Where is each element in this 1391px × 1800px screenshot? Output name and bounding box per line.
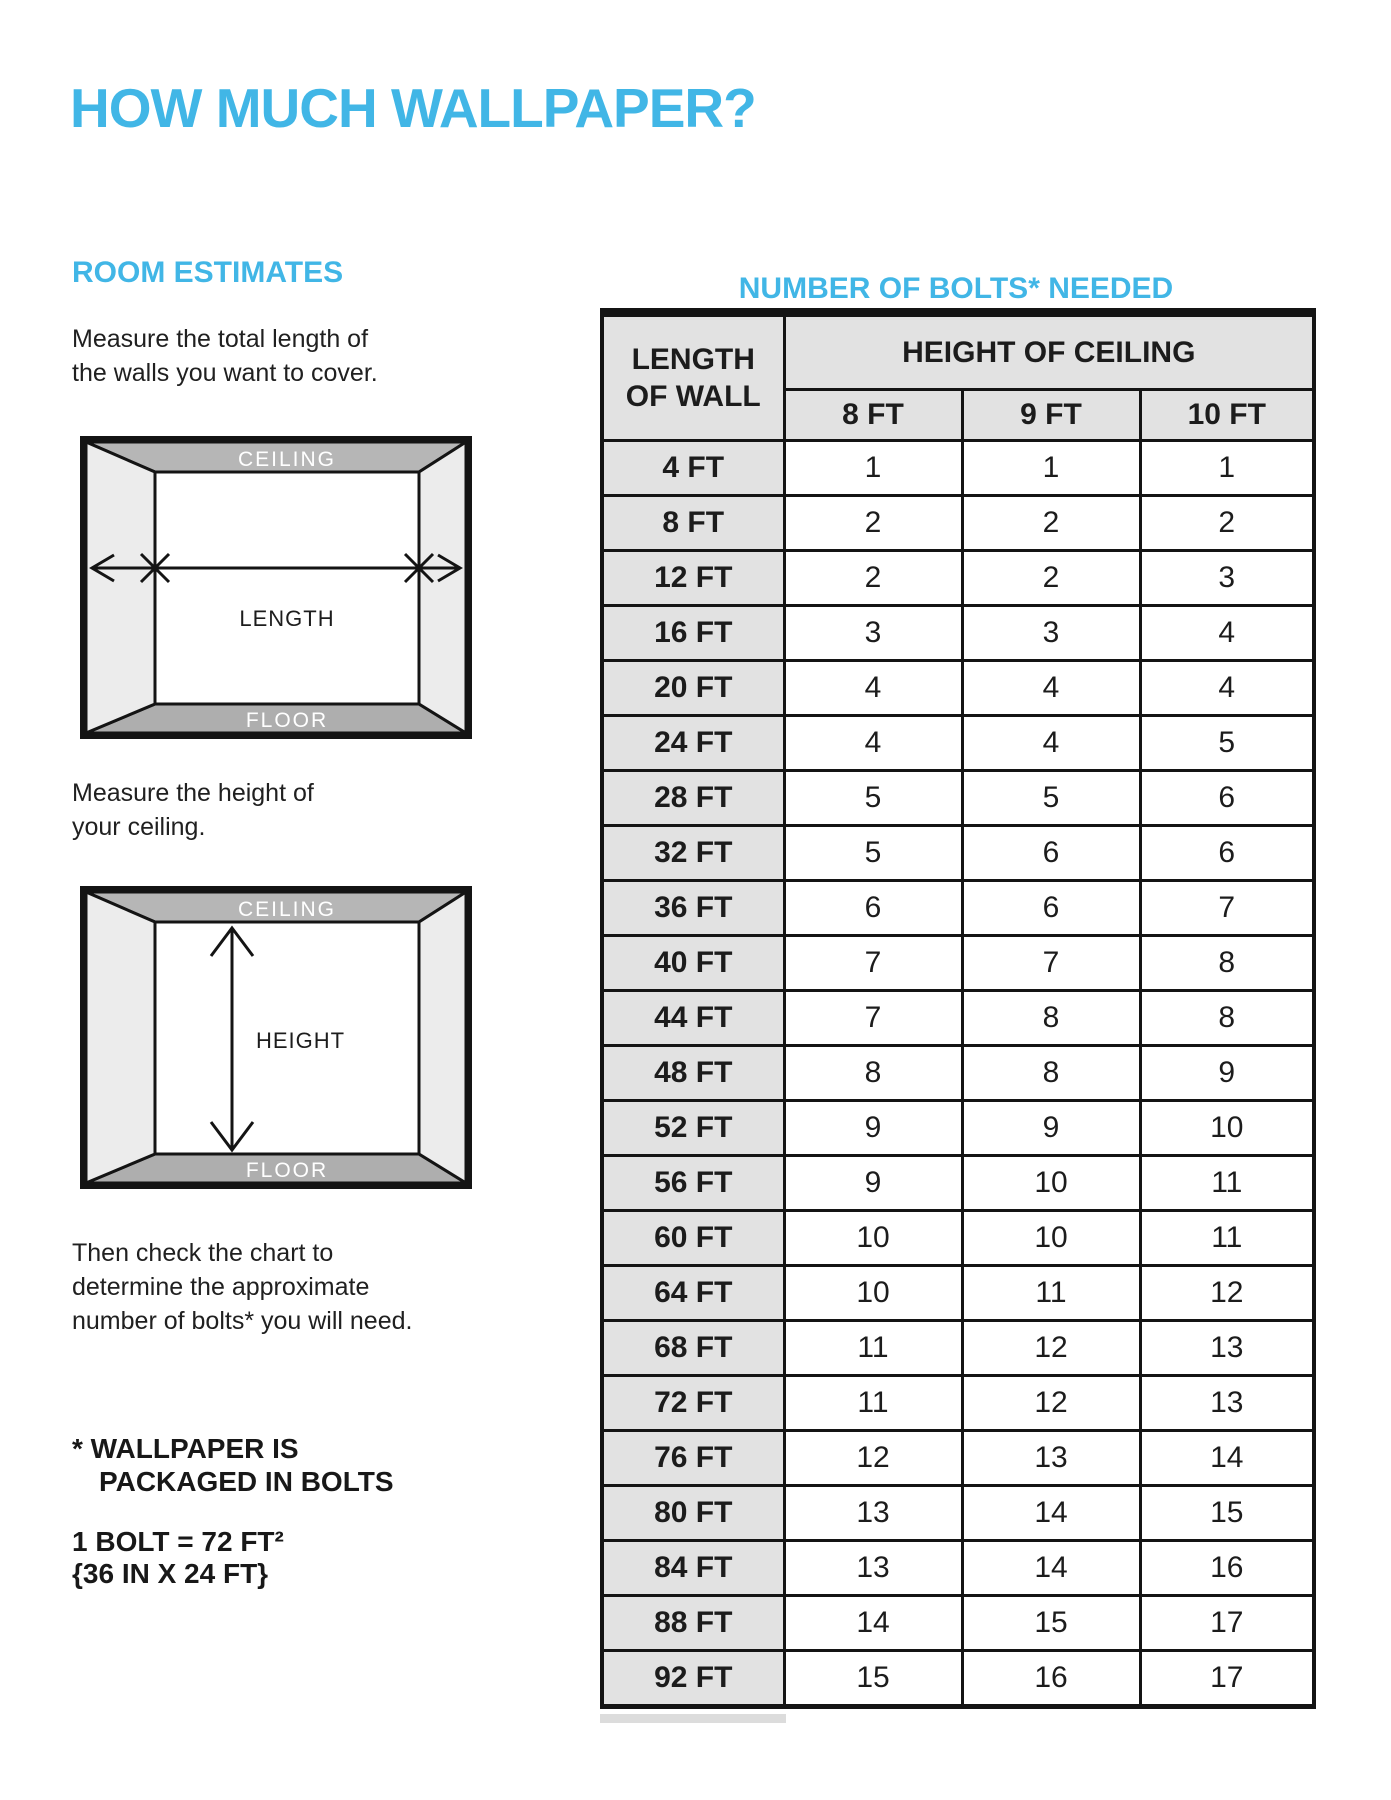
wall-length-cell: 56 FT bbox=[602, 1156, 784, 1211]
bolt-count-cell: 13 bbox=[1140, 1321, 1314, 1376]
bolt-count-cell: 17 bbox=[1140, 1596, 1314, 1651]
bolt-count-cell: 10 bbox=[784, 1211, 962, 1266]
bolt-count-cell: 11 bbox=[962, 1266, 1140, 1321]
bolts-footnote bbox=[72, 1432, 394, 1498]
table-row bbox=[602, 826, 1314, 881]
bolt-count-cell: 15 bbox=[784, 1651, 962, 1707]
wall-length-cell: 32 FT bbox=[602, 826, 784, 881]
table-row bbox=[602, 1156, 1314, 1211]
col-header-9ft: 9 FT bbox=[962, 390, 1140, 441]
bolt-count-cell: 13 bbox=[1140, 1376, 1314, 1431]
wall-length-cell: 36 FT bbox=[602, 881, 784, 936]
bolt-count-cell: 14 bbox=[962, 1541, 1140, 1596]
bolts-table-container bbox=[600, 308, 1316, 1709]
text-line: Measure the total length of bbox=[72, 325, 369, 353]
text-line: OF WALL bbox=[625, 380, 761, 413]
wall-length-cell: 40 FT bbox=[602, 936, 784, 991]
wall-length-cell: 68 FT bbox=[602, 1321, 784, 1376]
bolt-count-cell: 6 bbox=[1140, 826, 1314, 881]
table-row bbox=[602, 881, 1314, 936]
bolt-count-cell: 6 bbox=[784, 881, 962, 936]
bolt-count-cell: 1 bbox=[784, 441, 962, 496]
bolt-count-cell: 5 bbox=[784, 826, 962, 881]
bolt-count-cell: 15 bbox=[1140, 1486, 1314, 1541]
bolt-count-cell: 1 bbox=[1140, 441, 1314, 496]
bolt-count-cell: 17 bbox=[1140, 1651, 1314, 1707]
wall-length-cell: 12 FT bbox=[602, 551, 784, 606]
left-wall-panel bbox=[86, 442, 155, 733]
bolt-count-cell: 14 bbox=[784, 1596, 962, 1651]
wall-length-cell: 28 FT bbox=[602, 771, 784, 826]
table-row bbox=[602, 1211, 1314, 1266]
floor-label: FLOOR bbox=[245, 709, 329, 732]
text-line: LENGTH bbox=[631, 343, 755, 376]
measure-length-instruction bbox=[72, 322, 378, 390]
wall-length-cell: 44 FT bbox=[602, 991, 784, 1046]
table-row bbox=[602, 441, 1314, 496]
text-line: * WALLPAPER IS bbox=[72, 1433, 299, 1464]
bolt-count-cell: 12 bbox=[784, 1431, 962, 1486]
wall-length-cell: 80 FT bbox=[602, 1486, 784, 1541]
height-of-ceiling-header: HEIGHT OF CEILING bbox=[784, 313, 1314, 390]
text-line: the walls you want to cover. bbox=[72, 359, 378, 387]
bolt-count-cell: 4 bbox=[962, 661, 1140, 716]
text-line: Measure the height of bbox=[72, 779, 314, 807]
table-row bbox=[602, 771, 1314, 826]
length-label: LENGTH bbox=[239, 606, 335, 631]
bolt-count-cell: 2 bbox=[1140, 496, 1314, 551]
table-row bbox=[602, 496, 1314, 551]
bolts-needed-heading: NUMBER OF BOLTS* NEEDED bbox=[738, 272, 1174, 305]
bolt-count-cell: 13 bbox=[784, 1541, 962, 1596]
bolt-count-cell: 2 bbox=[962, 496, 1140, 551]
room-height-diagram bbox=[80, 886, 472, 1189]
table-row bbox=[602, 1266, 1314, 1321]
table-row bbox=[602, 716, 1314, 771]
bolt-count-cell: 4 bbox=[962, 716, 1140, 771]
bolt-count-cell: 10 bbox=[962, 1211, 1140, 1266]
table-row bbox=[602, 1486, 1314, 1541]
bolt-count-cell: 8 bbox=[962, 991, 1140, 1046]
bolt-count-cell: 5 bbox=[962, 771, 1140, 826]
bolt-count-cell: 11 bbox=[1140, 1156, 1314, 1211]
bolt-count-cell: 13 bbox=[784, 1486, 962, 1541]
bolt-count-cell: 10 bbox=[962, 1156, 1140, 1211]
table-row bbox=[602, 1376, 1314, 1431]
wall-length-cell: 76 FT bbox=[602, 1431, 784, 1486]
bolt-count-cell: 1 bbox=[962, 441, 1140, 496]
bolts-needed-table bbox=[600, 308, 1316, 1709]
bolt-count-cell: 6 bbox=[962, 881, 1140, 936]
bolt-count-cell: 8 bbox=[1140, 991, 1314, 1046]
table-row bbox=[602, 661, 1314, 716]
table-row bbox=[602, 1101, 1314, 1156]
bolt-count-cell: 2 bbox=[784, 551, 962, 606]
wall-length-cell: 48 FT bbox=[602, 1046, 784, 1101]
bolt-count-cell: 7 bbox=[784, 991, 962, 1046]
bolt-count-cell: 9 bbox=[784, 1101, 962, 1156]
bolt-count-cell: 6 bbox=[1140, 771, 1314, 826]
bolt-count-cell: 4 bbox=[1140, 661, 1314, 716]
table-header-row bbox=[602, 313, 1314, 390]
wall-length-cell: 92 FT bbox=[602, 1651, 784, 1707]
bolt-size-info bbox=[72, 1526, 284, 1590]
bolt-count-cell: 8 bbox=[784, 1046, 962, 1101]
col-header-10ft: 10 FT bbox=[1140, 390, 1314, 441]
height-label: HEIGHT bbox=[256, 1028, 346, 1053]
table-row bbox=[602, 606, 1314, 661]
table-row bbox=[602, 1046, 1314, 1101]
length-of-wall-header bbox=[602, 313, 784, 441]
bolt-count-cell: 2 bbox=[784, 496, 962, 551]
bolt-count-cell: 4 bbox=[784, 716, 962, 771]
bolt-count-cell: 3 bbox=[962, 606, 1140, 661]
text-line: 1 BOLT = 72 FT² bbox=[72, 1526, 284, 1557]
bolt-count-cell: 8 bbox=[1140, 936, 1314, 991]
table-row bbox=[602, 991, 1314, 1046]
bolt-count-cell: 11 bbox=[784, 1321, 962, 1376]
floor-label: FLOOR bbox=[245, 1159, 329, 1182]
text-line: {36 IN X 24 FT} bbox=[72, 1558, 269, 1589]
text-line: your ceiling. bbox=[72, 813, 206, 841]
bolt-count-cell: 12 bbox=[962, 1376, 1140, 1431]
wall-length-cell: 60 FT bbox=[602, 1211, 784, 1266]
table-shadow bbox=[600, 1714, 786, 1723]
back-wall-panel bbox=[155, 472, 419, 704]
text-line: Then check the chart to bbox=[72, 1239, 334, 1267]
bolt-count-cell: 6 bbox=[962, 826, 1140, 881]
bolt-count-cell: 5 bbox=[1140, 716, 1314, 771]
bolt-count-cell: 2 bbox=[962, 551, 1140, 606]
wall-length-cell: 64 FT bbox=[602, 1266, 784, 1321]
bolt-count-cell: 7 bbox=[962, 936, 1140, 991]
table-row bbox=[602, 1651, 1314, 1707]
bolt-count-cell: 9 bbox=[1140, 1046, 1314, 1101]
page-title: HOW MUCH WALLPAPER? bbox=[70, 77, 756, 139]
table-row bbox=[602, 551, 1314, 606]
bolt-count-cell: 3 bbox=[784, 606, 962, 661]
bolt-count-cell: 14 bbox=[1140, 1431, 1314, 1486]
bolt-count-cell: 12 bbox=[962, 1321, 1140, 1376]
room-length-diagram bbox=[80, 436, 472, 739]
bolt-count-cell: 9 bbox=[784, 1156, 962, 1211]
wall-length-cell: 84 FT bbox=[602, 1541, 784, 1596]
check-chart-instruction bbox=[72, 1236, 412, 1338]
table-row bbox=[602, 1541, 1314, 1596]
right-wall-panel bbox=[419, 892, 466, 1183]
bolt-count-cell: 5 bbox=[784, 771, 962, 826]
room-estimates-heading: ROOM ESTIMATES bbox=[72, 256, 344, 289]
wall-length-cell: 72 FT bbox=[602, 1376, 784, 1431]
room-walls bbox=[84, 440, 469, 736]
bolt-count-cell: 13 bbox=[962, 1431, 1140, 1486]
wall-length-cell: 52 FT bbox=[602, 1101, 784, 1156]
bolt-count-cell: 4 bbox=[1140, 606, 1314, 661]
text-line: number of bolts* you will need. bbox=[72, 1307, 413, 1335]
table-row bbox=[602, 936, 1314, 991]
table-row bbox=[602, 1321, 1314, 1376]
measure-height-instruction bbox=[72, 776, 314, 844]
ceiling-label: CEILING bbox=[237, 448, 337, 471]
bolt-count-cell: 16 bbox=[962, 1651, 1140, 1707]
bolt-count-cell: 15 bbox=[962, 1596, 1140, 1651]
wall-length-cell: 4 FT bbox=[602, 441, 784, 496]
left-wall-panel bbox=[86, 892, 155, 1183]
bolt-count-cell: 10 bbox=[784, 1266, 962, 1321]
wall-length-cell: 24 FT bbox=[602, 716, 784, 771]
wall-length-cell: 20 FT bbox=[602, 661, 784, 716]
bolt-count-cell: 7 bbox=[1140, 881, 1314, 936]
bolt-count-cell: 9 bbox=[962, 1101, 1140, 1156]
bolt-count-cell: 12 bbox=[1140, 1266, 1314, 1321]
bolt-count-cell: 7 bbox=[784, 936, 962, 991]
ceiling-label: CEILING bbox=[237, 898, 337, 921]
right-wall-panel bbox=[419, 442, 466, 733]
text-line: determine the approximate bbox=[72, 1273, 370, 1301]
col-header-8ft: 8 FT bbox=[784, 390, 962, 441]
bolt-count-cell: 11 bbox=[1140, 1211, 1314, 1266]
bolt-count-cell: 14 bbox=[962, 1486, 1140, 1541]
bolt-count-cell: 8 bbox=[962, 1046, 1140, 1101]
bolt-count-cell: 10 bbox=[1140, 1101, 1314, 1156]
wall-length-cell: 8 FT bbox=[602, 496, 784, 551]
wall-length-cell: 16 FT bbox=[602, 606, 784, 661]
table-row bbox=[602, 1431, 1314, 1486]
table-row bbox=[602, 1596, 1314, 1651]
bolt-count-cell: 4 bbox=[784, 661, 962, 716]
text-line: PACKAGED IN BOLTS bbox=[99, 1466, 394, 1497]
wall-length-cell: 88 FT bbox=[602, 1596, 784, 1651]
bolt-count-cell: 16 bbox=[1140, 1541, 1314, 1596]
bolt-count-cell: 3 bbox=[1140, 551, 1314, 606]
bolt-count-cell: 11 bbox=[784, 1376, 962, 1431]
